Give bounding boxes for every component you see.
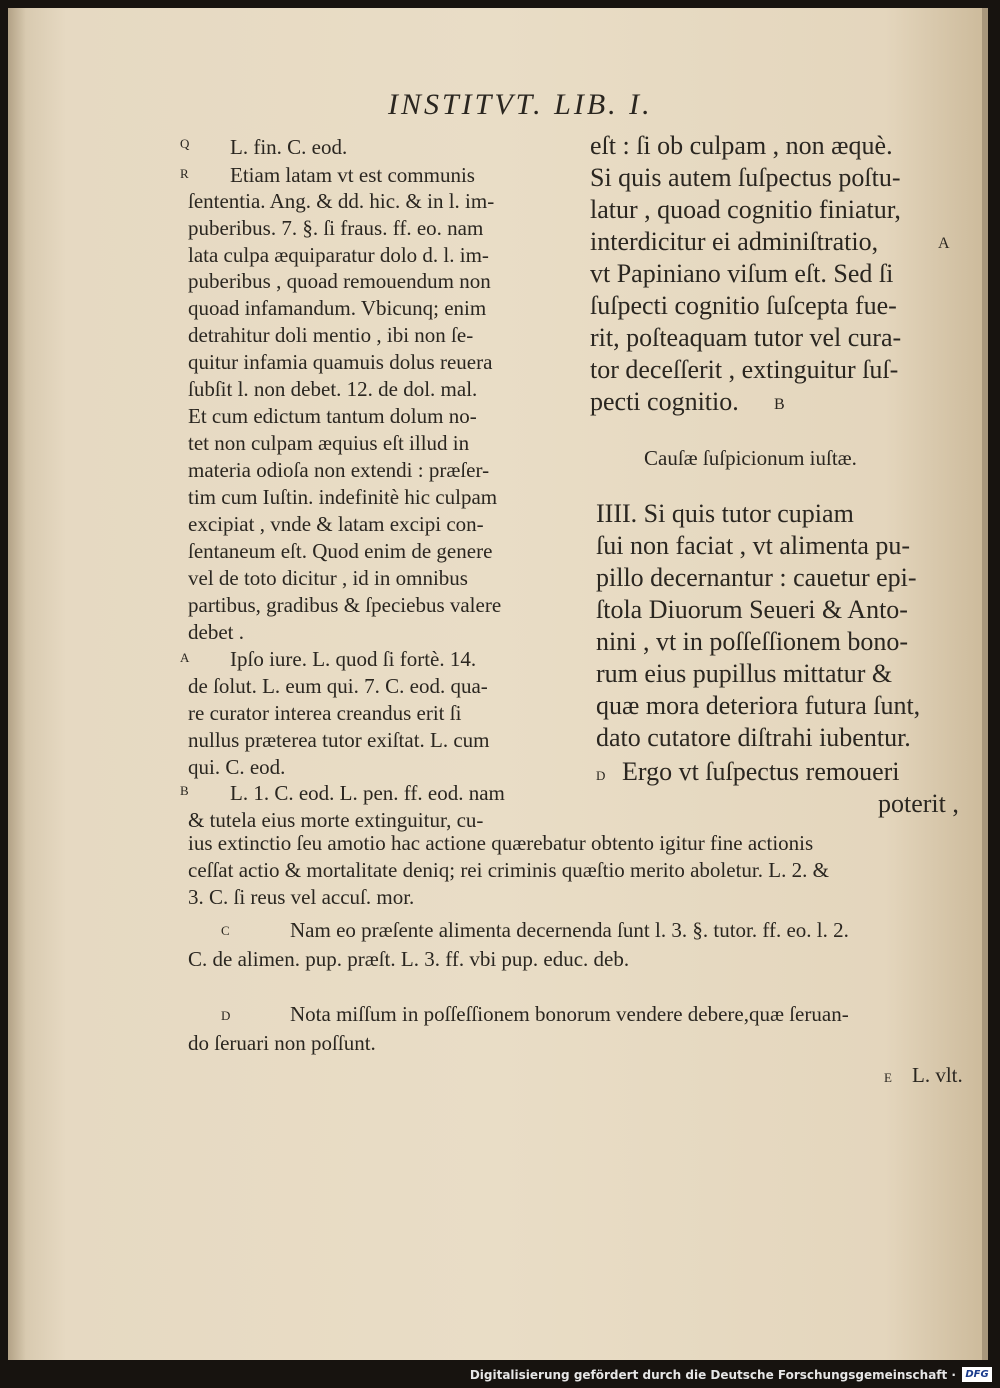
right-line-4: interdicitur ei adminiſtratio, [590, 227, 879, 256]
left-line-5: lata culpa æquiparatur dolo d. l. im- [188, 243, 489, 267]
dfg-logo-icon: DFG [962, 1367, 992, 1382]
right-line-1: eſt : ſi ob culpam , non æquè. [590, 131, 893, 160]
left-line-21: de ſolut. L. eum qui. 7. C. eod. qua- [188, 674, 488, 698]
running-header: INSTITVT. LIB. I. [388, 88, 653, 121]
margin-marker-r: R [180, 166, 189, 181]
left-line-18: partibus, gradibus & ſpeciebus valere [188, 593, 502, 617]
left-line-24: qui. C. eod. [188, 755, 286, 779]
note-c-line-2: C. de alimen. pup. præſt. L. 3. ff. vbi pup. educ. deb. [188, 947, 630, 971]
left-line-7: quoad infamandum. Vbicunq; enim [188, 296, 487, 320]
note-d-marker: D [221, 1008, 231, 1023]
section-line-5: nini , vt in poſſeſſionem bono- [596, 627, 908, 656]
left-line-20: Ipſo iure. L. quod ſi fortè. 14. [230, 647, 477, 671]
left-line-2: Etiam latam vt est communis [230, 163, 475, 187]
continuation-line-3: 3. C. ſi reus vel accuſ. mor. [188, 885, 415, 909]
left-line-3: ſententia. Ang. & dd. hic. & in l. im- [188, 189, 495, 213]
section-line-7: quæ mora deteriora futura ſunt, [596, 691, 921, 720]
section-line-9: Ergo vt ſuſpectus remoueri [622, 757, 900, 786]
left-line-6: puberibus , quoad remouendum non [188, 269, 491, 293]
left-line-8: detrahitur doli mentio , ibi non ſe- [188, 323, 474, 347]
left-line-16: ſentaneum eſt. Quod enim de genere [188, 539, 493, 563]
catchword-marker: E [884, 1070, 892, 1085]
right-line-9: pecti cognitio. [590, 387, 739, 416]
book-page [8, 8, 988, 1360]
section-line-3: pillo decernantur : cauetur epi- [596, 563, 917, 592]
margin-marker-b: B [180, 783, 189, 798]
note-d-line-2: do ſeruari non poſſunt. [188, 1031, 376, 1055]
section-subheading: Cauſæ ſuſpicionum iuſtæ. [644, 446, 857, 470]
left-line-19: debet . [188, 620, 244, 644]
left-line-25: L. 1. C. eod. L. pen. ff. eod. nam [230, 781, 505, 805]
right-line-7: rit, poſteaquam tutor vel cura- [590, 323, 902, 352]
left-line-11: Et cum edictum tantum dolum no- [188, 404, 477, 428]
footer-bar [0, 1362, 1000, 1388]
left-line-13: materia odioſa non extendi : præſer- [188, 458, 490, 482]
continuation-line-1: ius extinctio ſeu amotio hac actione quærebatur obtento igitur fine actionis [188, 831, 814, 855]
left-line-12: tet non culpam æquius eſt illud in [188, 431, 470, 455]
section-line-1: IIII. Si quis tutor cupiam [596, 499, 854, 528]
continuation-line-2: ceſſat actio & mortalitate deniq; rei criminis quæſtio merito aboletur. L. 2. & [188, 858, 829, 882]
margin-marker-a: A [180, 650, 190, 665]
note-c-marker: C [221, 923, 230, 938]
right-line-6: ſuſpecti cognitio ſuſcepta fue- [590, 291, 897, 320]
section-line-2: ſui non faciat , vt alimenta pu- [596, 531, 911, 560]
left-line-17: vel de toto dicitur , id in omnibus [188, 566, 468, 590]
right-line-2: Si quis autem ſuſpectus poſtu- [590, 163, 901, 192]
left-line-15: excipiat , vnde & latam excipi con- [188, 512, 484, 536]
left-line-10: ſubſit l. non debet. 12. de dol. mal. [188, 377, 478, 401]
section-line-6: rum eius pupillus mittatur & [596, 659, 893, 688]
section-line-4: ſtola Diuorum Seueri & Anto- [596, 595, 908, 624]
right-marker-b: B [774, 396, 785, 413]
section-marker-d: D [596, 768, 606, 783]
right-marker-a: A [938, 235, 950, 252]
left-line-4: puberibus. 7. §. ſi fraus. ff. eo. nam [188, 216, 484, 240]
left-line-1: L. fin. C. eod. [230, 135, 348, 159]
footer-credit: Digitalisierung gefördert durch die Deutsche Forschungsgemeinschaft · [469, 1368, 956, 1382]
left-line-9: quitur infamia quamuis dolus reuera [188, 350, 493, 374]
left-line-23: nullus præterea tutor exiſtat. L. cum [188, 728, 490, 752]
left-line-22: re curator interea creandus erit ſi [188, 701, 462, 725]
right-line-8: tor deceſſerit , extinguitur ſuſ- [590, 355, 899, 384]
catchword: L. vlt. [912, 1063, 963, 1087]
note-d-line-1: Nota miſſum in poſſeſſionem bonorum vendere debere,quæ ſeruan- [290, 1002, 849, 1026]
left-line-26: & tutela eius morte extinguitur, cu- [188, 808, 484, 832]
note-c-line-1: Nam eo præſente alimenta decernenda ſunt l. 3. §. tutor. ff. eo. l. 2. [290, 918, 849, 942]
section-line-10: poterit , [878, 789, 959, 818]
right-line-3: latur , quoad cognitio finiatur, [590, 195, 901, 224]
margin-marker-q: Q [180, 136, 190, 151]
section-line-8: dato cutatore diſtrahi iubentur. [596, 723, 911, 752]
right-line-5: vt Papiniano viſum eſt. Sed ſi [590, 259, 894, 288]
left-line-14: tim cum Iuſtin. indefinitè hic culpam [188, 485, 498, 509]
